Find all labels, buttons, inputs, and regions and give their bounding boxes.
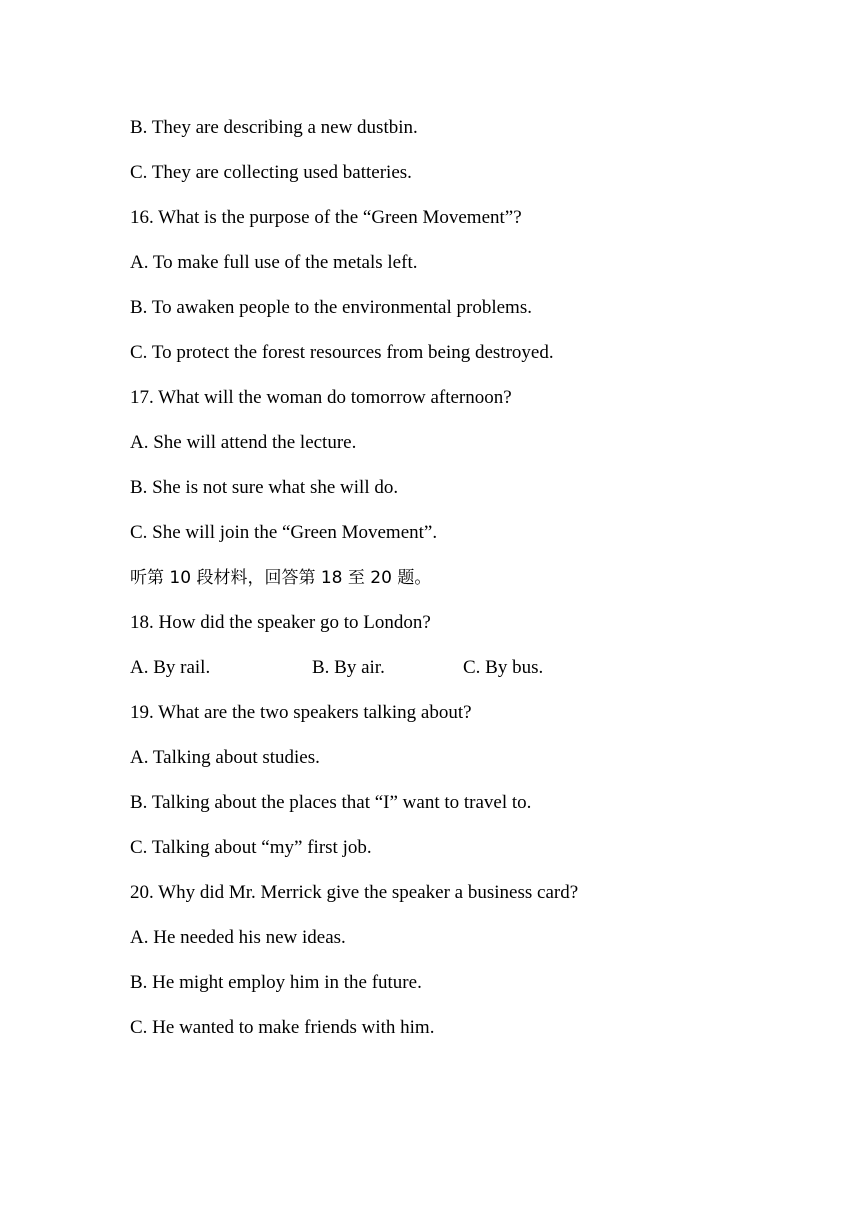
- q19-option-a: A. Talking about studies.: [130, 747, 320, 768]
- q15-option-b: B. They are describing a new dustbin.: [130, 117, 418, 138]
- section-instruction: 听第 10 段材料，回答第 18 至 20 题。: [130, 568, 432, 588]
- question-20: 20. Why did Mr. Merrick give the speaker a business card?: [130, 882, 579, 903]
- q19-option-c: C. Talking about “my” first job.: [130, 837, 372, 858]
- q17-option-c: C. She will join the “Green Movement”.: [130, 522, 438, 543]
- q20-option-c: C. He wanted to make friends with him.: [130, 1017, 435, 1038]
- q15-option-c: C. They are collecting used batteries.: [130, 162, 412, 183]
- q16-option-a: A. To make full use of the metals left.: [130, 252, 418, 273]
- q19-option-b: B. Talking about the places that “I” want to travel to.: [130, 792, 532, 813]
- question-17: 17. What will the woman do tomorrow afternoon?: [130, 387, 512, 408]
- q17-option-a: A. She will attend the lecture.: [130, 432, 357, 453]
- q18-option-c: C. By bus.: [463, 657, 544, 678]
- q16-option-c: C. To protect the forest resources from being destroyed.: [130, 342, 554, 363]
- q20-option-b: B. He might employ him in the future.: [130, 972, 422, 993]
- q18-option-a: A. By rail.: [130, 657, 211, 678]
- q16-option-b: B. To awaken people to the environmental problems.: [130, 297, 532, 318]
- q17-option-b: B. She is not sure what she will do.: [130, 477, 399, 498]
- question-18: 18. How did the speaker go to London?: [130, 612, 431, 633]
- question-16: 16. What is the purpose of the “Green Movement”?: [130, 207, 522, 228]
- question-19: 19. What are the two speakers talking about?: [130, 702, 472, 723]
- q20-option-a: A. He needed his new ideas.: [130, 927, 346, 948]
- q18-option-b: B. By air.: [312, 657, 385, 678]
